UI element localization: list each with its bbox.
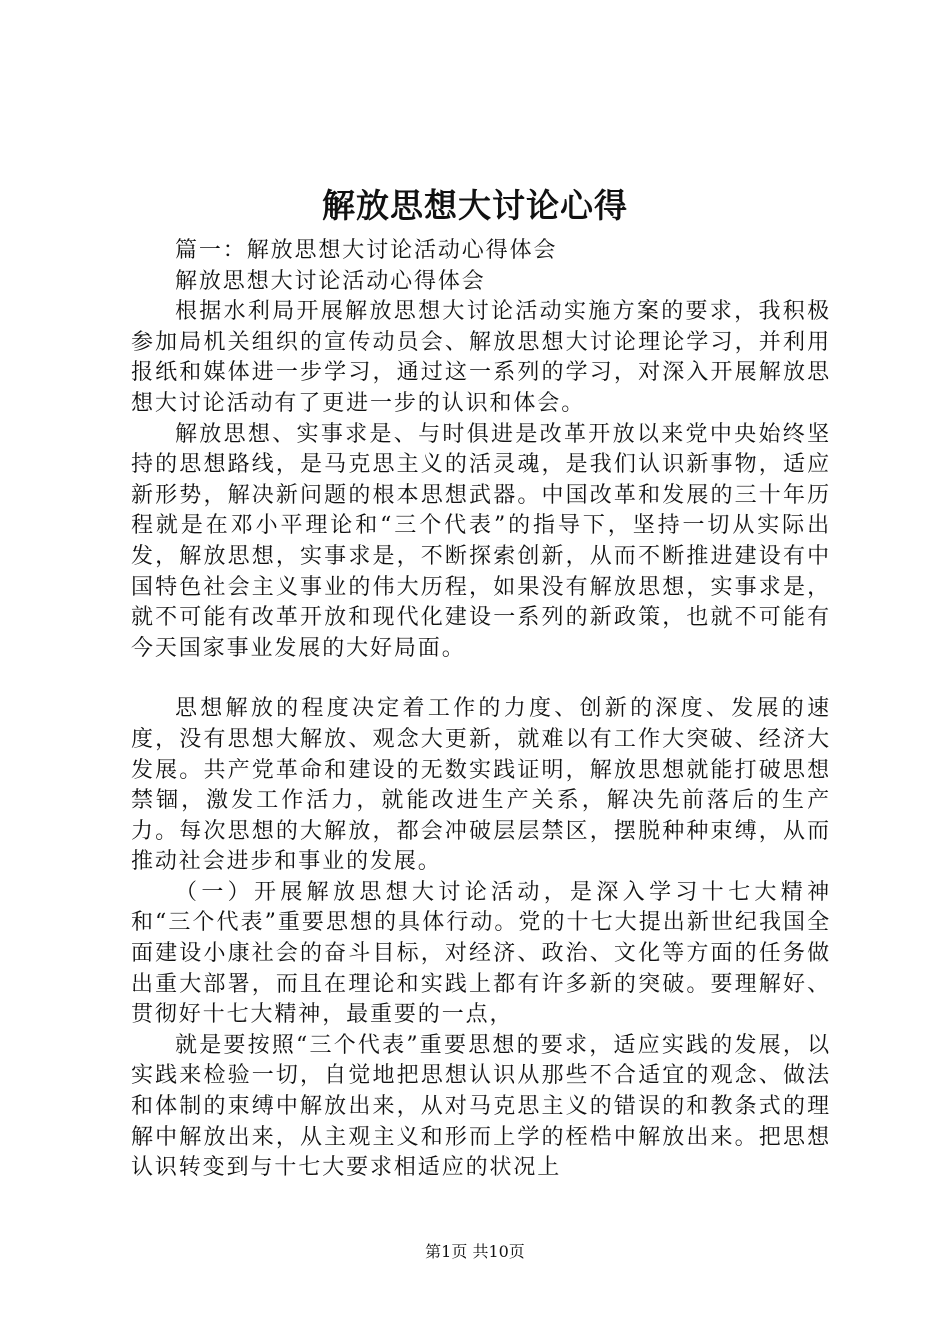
paragraph: 根据水利局开展解放思想大讨论活动实施方案的要求，我积极参加局机关组织的宣传动员会、解放思想大讨论理论学习，并利用报纸和媒体进一步学习，通过这一系列的学习，对深入开展解放思想大讨论活动有了更进一步的认识和体会。	[131, 299, 831, 416]
paragraph: 就是要按照“三个代表”重要思想的要求，适应实践的发展，以实践来检验一切，自觉地把思想认识从那些不合适宜的观念、做法和体制的束缚中解放出来，从对马克思主义的错误的和教条式的理解中解放出来，从主观主义和形而上学的桎梏中解放出来。把思想认识转变到与十七大要求相适应的状况上	[131, 1032, 831, 1181]
paragraph-subtitle: 解放思想大讨论活动心得体会	[175, 268, 486, 294]
page-number-footer: 第1页 共10页	[425, 1242, 525, 1261]
paragraph: 解放思想、实事求是、与时俱进是改革开放以来党中央始终坚持的思想路线，是马克思主义的活灵魂，是我们认识新事物，适应新形势，解决新问题的根本思想武器。中国改革和发展的三十年历程就是在邓小平理论和“三个代表”的指导下，坚持一切从实际出发，解放思想，实事求是，不断探索创新，从而不断推进建设有中国特色社会主义事业的伟大历程，如果没有解放思想，实事求是，就不可能有改革开放和现代化建设一系列的新政策，也就不可能有今天国家事业发展的大好局面。	[131, 421, 831, 661]
document-body	[131, 236, 831, 1184]
paragraph: 思想解放的程度决定着工作的力度、创新的深度、发展的速度，没有思想大解放、观念大更新，就难以有工作大突破、经济大发展。共产党革命和建设的无数实践证明，解放思想就能打破思想禁锢，激发工作活力，就能改进生产关系，解决先前落后的生产力。每次思想的大解放，都会冲破层层禁区，摆脱种种束缚，从而推动社会进步和事业的发展。	[131, 696, 831, 875]
document-title: 解放思想大讨论心得	[322, 186, 628, 225]
paragraph-heading: 篇一：解放思想大讨论活动心得体会	[175, 238, 558, 263]
paragraph: （一）开展解放思想大讨论活动，是深入学习十七大精神和“三个代表”重要思想的具体行动。党的十七大提出新世纪我国全面建设小康社会的奋斗目标，对经济、政治、文化等方面的任务做出重大部署，而且在理论和实践上都有许多新的突破。要理解好、贯彻好十七大精神，最重要的一点，	[131, 879, 831, 1028]
